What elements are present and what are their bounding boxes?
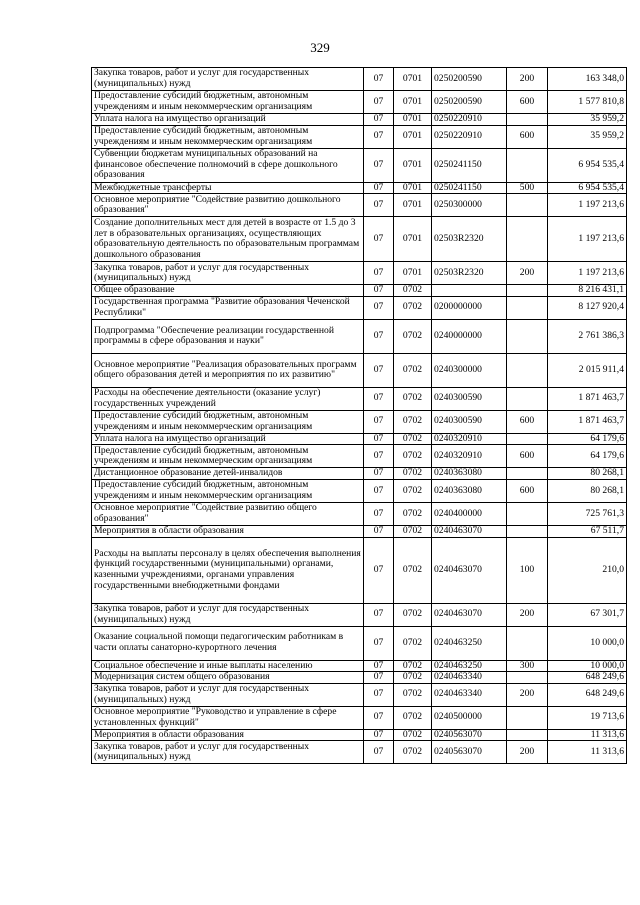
row-expense-type: 600 — [507, 91, 548, 114]
table-row — [92, 468, 627, 480]
row-target-article: 0240463340 — [432, 683, 507, 706]
row-section-code: 07 — [364, 114, 394, 126]
row-expense-type — [507, 319, 548, 353]
row-section-code: 07 — [364, 445, 394, 468]
row-amount: 35 959,2 — [548, 114, 627, 126]
row-name: Государственная программа "Развитие образования Чеченской Республики" — [92, 296, 364, 319]
table-row — [92, 148, 627, 182]
budget-table-body — [92, 68, 627, 764]
row-name: Оказание социальной помощи педагогическим работникам в части оплаты санаторно-курортного лечения — [92, 626, 364, 660]
row-name: Модернизация систем общего образования — [92, 672, 364, 684]
row-target-article: 0250300000 — [432, 194, 507, 217]
row-subsection-code: 0702 — [394, 660, 432, 672]
row-subsection-code: 0702 — [394, 537, 432, 603]
row-expense-type — [507, 353, 548, 387]
row-subsection-code: 0702 — [394, 319, 432, 353]
row-section-code: 07 — [364, 672, 394, 684]
row-subsection-code: 0702 — [394, 468, 432, 480]
row-section-code: 07 — [364, 683, 394, 706]
row-subsection-code: 0701 — [394, 68, 432, 91]
row-name: Основное мероприятие "Руководство и управление в сфере установленных функций" — [92, 706, 364, 729]
row-expense-type: 200 — [507, 741, 548, 764]
row-subsection-code: 0702 — [394, 433, 432, 445]
row-target-article: 0250220910 — [432, 125, 507, 148]
row-name: Социальное обеспечение и иные выплаты населению — [92, 660, 364, 672]
row-amount: 1 197 213,6 — [548, 194, 627, 217]
row-target-article: 0240363080 — [432, 468, 507, 480]
row-name: Межбюджетные трансферты — [92, 182, 364, 194]
table-row — [92, 182, 627, 194]
row-amount: 210,0 — [548, 537, 627, 603]
row-section-code: 07 — [364, 217, 394, 262]
table-row — [92, 672, 627, 684]
table-row — [92, 410, 627, 433]
row-amount: 80 268,1 — [548, 468, 627, 480]
row-expense-type: 600 — [507, 410, 548, 433]
row-section-code: 07 — [364, 479, 394, 502]
row-amount: 64 179,6 — [548, 445, 627, 468]
row-section-code: 07 — [364, 741, 394, 764]
row-section-code: 07 — [364, 296, 394, 319]
table-row — [92, 387, 627, 410]
row-target-article: 0240000000 — [432, 319, 507, 353]
row-expense-type — [507, 502, 548, 525]
row-target-article: 02503R2320 — [432, 262, 507, 285]
row-subsection-code: 0701 — [394, 91, 432, 114]
row-subsection-code: 0702 — [394, 626, 432, 660]
row-subsection-code: 0702 — [394, 672, 432, 684]
row-name: Основное мероприятие "Содействие развитию дошкольного образования" — [92, 194, 364, 217]
row-target-article: 0240300590 — [432, 387, 507, 410]
row-section-code: 07 — [364, 603, 394, 626]
row-expense-type — [507, 217, 548, 262]
row-expense-type — [507, 468, 548, 480]
row-expense-type — [507, 148, 548, 182]
table-row — [92, 262, 627, 285]
row-section-code: 07 — [364, 433, 394, 445]
row-subsection-code: 0701 — [394, 148, 432, 182]
row-expense-type — [507, 525, 548, 537]
row-section-code: 07 — [364, 387, 394, 410]
row-expense-type — [507, 387, 548, 410]
table-row — [92, 194, 627, 217]
row-amount: 2 761 386,3 — [548, 319, 627, 353]
row-target-article: 0240463070 — [432, 525, 507, 537]
row-section-code: 07 — [364, 148, 394, 182]
row-section-code: 07 — [364, 660, 394, 672]
row-expense-type — [507, 114, 548, 126]
row-subsection-code: 0702 — [394, 296, 432, 319]
row-amount: 80 268,1 — [548, 479, 627, 502]
row-name: Мероприятия в области образования — [92, 729, 364, 741]
row-subsection-code: 0702 — [394, 683, 432, 706]
row-subsection-code: 0702 — [394, 410, 432, 433]
row-name: Уплата налога на имущество организаций — [92, 433, 364, 445]
row-name: Закупка товаров, работ и услуг для государственных (муниципальных) нужд — [92, 741, 364, 764]
row-amount: 10 000,0 — [548, 626, 627, 660]
row-amount: 8 216 431,1 — [548, 285, 627, 297]
row-target-article: 0240463250 — [432, 626, 507, 660]
row-expense-type — [507, 296, 548, 319]
row-name: Закупка товаров, работ и услуг для государственных (муниципальных) нужд — [92, 683, 364, 706]
table-row — [92, 706, 627, 729]
row-name: Основное мероприятие "Содействие развитию общего образования" — [92, 502, 364, 525]
row-subsection-code: 0702 — [394, 603, 432, 626]
row-subsection-code: 0701 — [394, 194, 432, 217]
row-amount: 163 348,0 — [548, 68, 627, 91]
table-row — [92, 433, 627, 445]
row-expense-type: 200 — [507, 262, 548, 285]
row-section-code: 07 — [364, 410, 394, 433]
row-name: Предоставление субсидий бюджетным, автономным учреждениям и иным некоммерческим организациям — [92, 91, 364, 114]
row-subsection-code: 0702 — [394, 525, 432, 537]
row-amount: 8 127 920,4 — [548, 296, 627, 319]
row-expense-type: 300 — [507, 660, 548, 672]
row-expense-type — [507, 729, 548, 741]
table-row — [92, 626, 627, 660]
row-amount: 1 871 463,7 — [548, 387, 627, 410]
row-name: Закупка товаров, работ и услуг для государственных (муниципальных) нужд — [92, 68, 364, 91]
row-subsection-code: 0701 — [394, 262, 432, 285]
row-section-code: 07 — [364, 502, 394, 525]
table-row — [92, 741, 627, 764]
row-amount: 2 015 911,4 — [548, 353, 627, 387]
row-name: Закупка товаров, работ и услуг для государственных (муниципальных) нужд — [92, 603, 364, 626]
table-row — [92, 537, 627, 603]
row-name: Предоставление субсидий бюджетным, автономным учреждениям и иным некоммерческим организациям — [92, 445, 364, 468]
row-amount: 725 761,3 — [548, 502, 627, 525]
row-expense-type — [507, 285, 548, 297]
row-subsection-code: 0702 — [394, 387, 432, 410]
row-amount: 1 871 463,7 — [548, 410, 627, 433]
row-target-article: 0250241150 — [432, 148, 507, 182]
row-subsection-code: 0702 — [394, 741, 432, 764]
row-subsection-code: 0702 — [394, 502, 432, 525]
row-subsection-code: 0702 — [394, 706, 432, 729]
row-section-code: 07 — [364, 729, 394, 741]
table-row — [92, 525, 627, 537]
table-row — [92, 114, 627, 126]
row-target-article: 0240500000 — [432, 706, 507, 729]
row-section-code: 07 — [364, 706, 394, 729]
row-expense-type: 600 — [507, 125, 548, 148]
row-target-article: 0250200590 — [432, 91, 507, 114]
row-subsection-code: 0702 — [394, 445, 432, 468]
row-subsection-code: 0701 — [394, 217, 432, 262]
row-amount: 1 197 213,6 — [548, 217, 627, 262]
row-amount: 1 577 810,8 — [548, 91, 627, 114]
table-row — [92, 353, 627, 387]
row-name: Расходы на обеспечение деятельности (оказание услуг) государственных учреждений — [92, 387, 364, 410]
row-name: Субвенции бюджетам муниципальных образований на финансовое обеспечение полномочий в сфере дошкольного образования — [92, 148, 364, 182]
row-amount: 19 713,6 — [548, 706, 627, 729]
row-name: Предоставление субсидий бюджетным, автономным учреждениям и иным некоммерческим организациям — [92, 479, 364, 502]
row-name: Предоставление субсидий бюджетным, автономным учреждениям и иным некоммерческим организациям — [92, 125, 364, 148]
row-target-article: 0240300000 — [432, 353, 507, 387]
row-subsection-code: 0702 — [394, 285, 432, 297]
row-section-code: 07 — [364, 468, 394, 480]
row-name: Основное мероприятие "Реализация образовательных программ общего образования детей и мероприятия по их развитию" — [92, 353, 364, 387]
row-expense-type: 200 — [507, 603, 548, 626]
row-target-article: 0240320910 — [432, 445, 507, 468]
row-target-article: 0240463070 — [432, 603, 507, 626]
row-expense-type: 600 — [507, 479, 548, 502]
row-expense-type: 200 — [507, 68, 548, 91]
row-subsection-code: 0702 — [394, 479, 432, 502]
row-target-article: 0200000000 — [432, 296, 507, 319]
row-expense-type: 500 — [507, 182, 548, 194]
table-row — [92, 319, 627, 353]
table-row — [92, 683, 627, 706]
row-target-article: 0240463070 — [432, 537, 507, 603]
row-target-article — [432, 285, 507, 297]
row-section-code: 07 — [364, 68, 394, 91]
row-section-code: 07 — [364, 194, 394, 217]
row-expense-type: 200 — [507, 683, 548, 706]
row-subsection-code: 0701 — [394, 114, 432, 126]
row-name: Создание дополнительных мест для детей в возрасте от 1.5 до 3 лет в образовательных организациях, осуществляющих образовательную деятельность по образовательным программам дошкольного образования — [92, 217, 364, 262]
row-expense-type — [507, 672, 548, 684]
row-section-code: 07 — [364, 262, 394, 285]
row-section-code: 07 — [364, 525, 394, 537]
row-amount: 6 954 535,4 — [548, 148, 627, 182]
row-target-article: 0240363080 — [432, 479, 507, 502]
row-section-code: 07 — [364, 319, 394, 353]
row-name: Уплата налога на имущество организаций — [92, 114, 364, 126]
row-amount: 10 000,0 — [548, 660, 627, 672]
row-subsection-code: 0701 — [394, 182, 432, 194]
table-row — [92, 502, 627, 525]
table-row — [92, 445, 627, 468]
row-expense-type — [507, 433, 548, 445]
budget-table — [91, 67, 627, 764]
row-target-article: 0250241150 — [432, 182, 507, 194]
row-expense-type: 600 — [507, 445, 548, 468]
row-amount: 1 197 213,6 — [548, 262, 627, 285]
row-subsection-code: 0702 — [394, 353, 432, 387]
row-name: Общее образование — [92, 285, 364, 297]
row-amount: 35 959,2 — [548, 125, 627, 148]
table-row — [92, 285, 627, 297]
table-row — [92, 660, 627, 672]
row-name: Мероприятия в области образования — [92, 525, 364, 537]
row-target-article: 0250220910 — [432, 114, 507, 126]
row-target-article: 0250200590 — [432, 68, 507, 91]
row-name: Подпрограмма "Обеспечение реализации государственной программы в сфере образования и науки" — [92, 319, 364, 353]
row-target-article: 02503R2320 — [432, 217, 507, 262]
table-row — [92, 217, 627, 262]
row-target-article: 0240563070 — [432, 729, 507, 741]
row-subsection-code: 0701 — [394, 125, 432, 148]
row-section-code: 07 — [364, 125, 394, 148]
table-row — [92, 125, 627, 148]
row-section-code: 07 — [364, 182, 394, 194]
row-section-code: 07 — [364, 285, 394, 297]
row-target-article: 0240563070 — [432, 741, 507, 764]
row-amount: 11 313,6 — [548, 741, 627, 764]
row-name: Предоставление субсидий бюджетным, автономным учреждениям и иным некоммерческим организациям — [92, 410, 364, 433]
row-amount: 64 179,6 — [548, 433, 627, 445]
row-expense-type — [507, 194, 548, 217]
row-amount: 67 301,7 — [548, 603, 627, 626]
row-section-code: 07 — [364, 626, 394, 660]
row-section-code: 07 — [364, 537, 394, 603]
row-amount: 648 249,6 — [548, 672, 627, 684]
row-expense-type — [507, 706, 548, 729]
row-amount: 648 249,6 — [548, 683, 627, 706]
table-row — [92, 479, 627, 502]
row-name: Дистанционное образование детей-инвалидов — [92, 468, 364, 480]
table-row — [92, 68, 627, 91]
page-number: 329 — [310, 40, 330, 55]
row-target-article: 0240300590 — [432, 410, 507, 433]
row-target-article: 0240320910 — [432, 433, 507, 445]
row-target-article: 0240463250 — [432, 660, 507, 672]
table-row — [92, 729, 627, 741]
table-row — [92, 91, 627, 114]
row-target-article: 0240400000 — [432, 502, 507, 525]
row-name: Закупка товаров, работ и услуг для государственных (муниципальных) нужд — [92, 262, 364, 285]
row-amount: 67 511,7 — [548, 525, 627, 537]
row-expense-type — [507, 626, 548, 660]
row-name: Расходы на выплаты персоналу в целях обеспечения выполнения функций государственными (муниципальными) органами, казенными учреждениями, органами управления государственными внебюджетными фондами — [92, 537, 364, 603]
row-subsection-code: 0702 — [394, 729, 432, 741]
table-row — [92, 296, 627, 319]
row-section-code: 07 — [364, 353, 394, 387]
row-expense-type: 100 — [507, 537, 548, 603]
row-target-article: 0240463340 — [432, 672, 507, 684]
row-section-code: 07 — [364, 91, 394, 114]
row-amount: 11 313,6 — [548, 729, 627, 741]
row-amount: 6 954 535,4 — [548, 182, 627, 194]
table-row — [92, 603, 627, 626]
